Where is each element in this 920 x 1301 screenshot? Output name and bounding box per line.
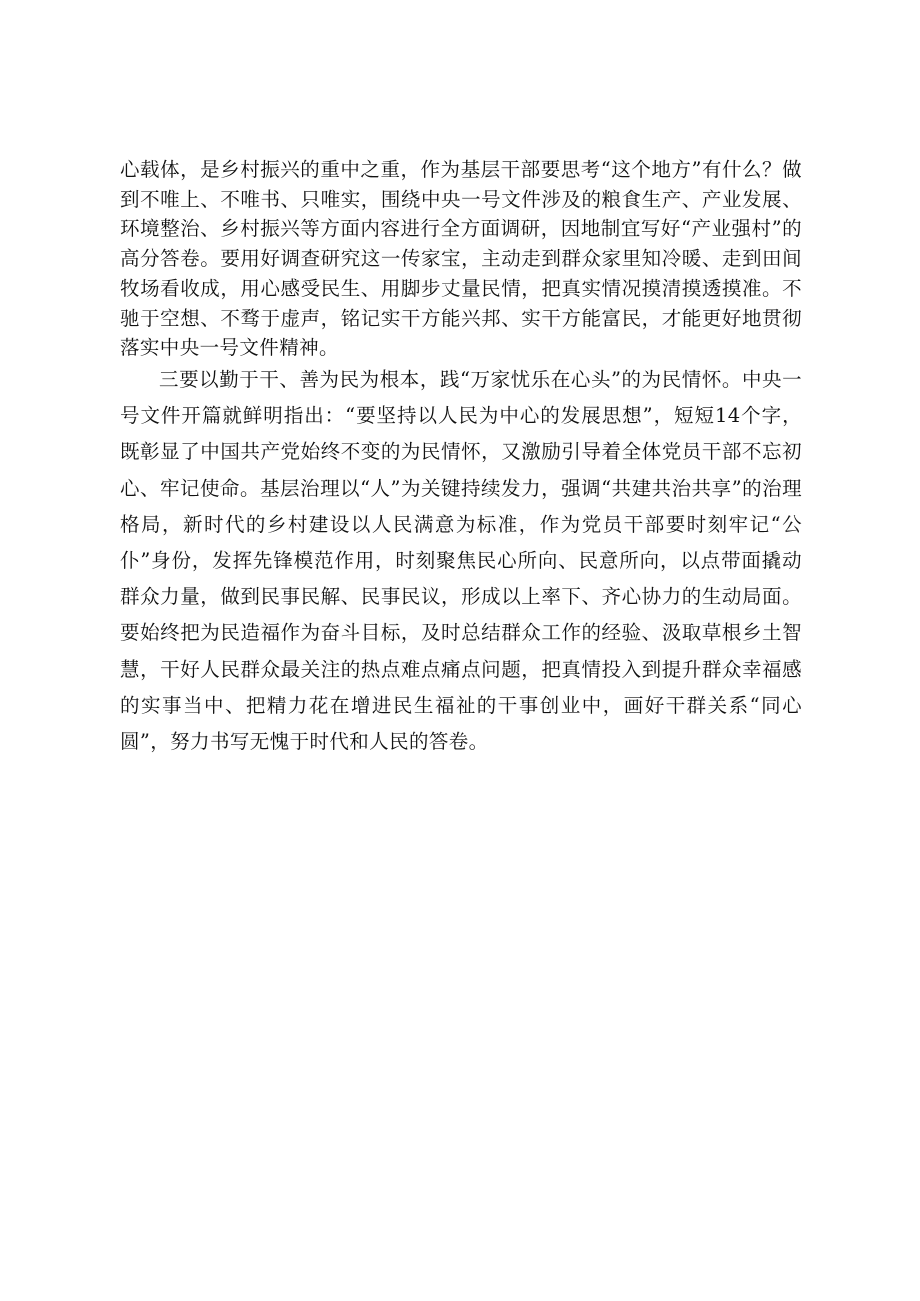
body-paragraph-1: 心载体，是乡村振兴的重中之重，作为基层干部要思考“这个地方”有什么？做到不唯上、不唯书、只唯实，围绕中央一号文件涉及的粮食生产、产业发展、环境整治、乡村振兴等方面内容进行全方面调研，因地制宜写好“产业强村”的高分答卷。要用好调查研究这一传家宝，主动走到群众家里知冷暖、走到田间牧场看收成，用心感受民生、用脚步丈量民情，把真实情况摸清摸透摸准。不驰于空想、不骛于虚声，铭记实干方能兴邦、实干方能富民，才能更好地贯彻落实中央一号文件精神。 bbox=[120, 158, 802, 360]
body-paragraph-2: 三要以勤于干、善为民为根本，践“万家忧乐在心头”的为民情怀。中央一号文件开篇就鲜明指出：“要坚持以人民为中心的发展思想”，短短14个字，既彰显了中国共产党始终不变的为民情怀，又激励引导着全体党员干部不忘初心、牢记使命。基层治理以“人”为关键持续发力，强调“共建共治共享”的治理格局，新时代的乡村建设以人民满意为标准，作为党员干部要时刻牢记“公仆”身份，发挥先锋模范作用，时刻聚焦民心所向、民意所向，以点带面撬动群众力量，做到民事民解、民事民议，形成以上率下、齐心协力的生动局面。要始终把为民造福作为奋斗目标，及时总结群众工作的经验、汲取草根乡土智慧，干好人民群众最关注的热点难点痛点问题，把真情投入到提升群众幸福感的实事当中、把精力花在增进民生福祉的干事创业中，画好干群关系“同心圆”，努力书写无愧于时代和人民的答卷。 bbox=[120, 368, 802, 754]
